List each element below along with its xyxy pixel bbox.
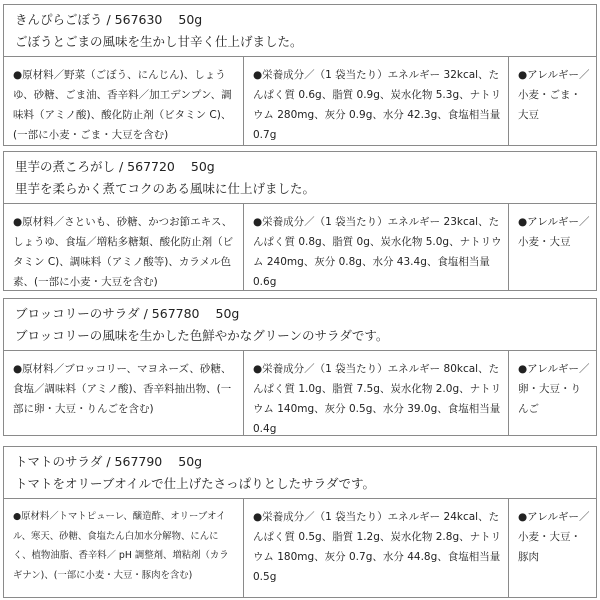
product-description: ごぼうとごまの風味を生かし甘辛く仕上げました。 — [15, 34, 303, 49]
product-header — [4, 5, 596, 57]
product-title — [15, 156, 596, 178]
allergens-cell: ●アレルギー／小麦・大豆 — [518, 216, 590, 248]
product-name: トマトのサラダ / 567790 — [15, 454, 163, 469]
product-name: きんぴらごぼう / 567630 — [15, 12, 163, 27]
product-card-broccoli-salad — [3, 298, 597, 436]
allergens-cell: ●アレルギー／卵・大豆・りんご — [518, 363, 590, 415]
product-details — [4, 57, 596, 145]
product-title — [15, 303, 596, 325]
product-details — [4, 204, 596, 290]
nutrition-cell: ●栄養成分／（1 袋当たり）エネルギー 32kcal、たんぱく質 0.6g、脂質 0.9g、炭水化物 5.3g、ナトリウム 280mg、灰分 0.9g、水分 42.3g、食塩相当量 0.7g — [244, 57, 509, 145]
ingredients-cell: ●原材料／ブロッコリー、マヨネーズ、砂糖、食塩／調味料（アミノ酸)、香辛料抽出物、(一部に卵・大豆・りんごを含む) — [4, 351, 244, 435]
product-weight: 50g — [215, 306, 240, 321]
nutrition-cell: ●栄養成分／（1 袋当たり）エネルギー 24kcal、たんぱく質 0.5g、脂質 1.2g、炭水化物 2.8g、ナトリウム 180mg、灰分 0.7g、水分 44.8g、食塩相当量 0.5g — [244, 499, 509, 597]
product-title — [15, 9, 596, 31]
product-details — [4, 499, 596, 597]
product-card-tomato-salad — [3, 446, 597, 598]
nutrition-cell: ●栄養成分／（1 袋当たり）エネルギー 23kcal、たんぱく質 0.8g、脂質 0g、炭水化物 5.0g、ナトリウム 240mg、灰分 0.8g、水分 43.4g、食塩相当量 0.6g — [244, 204, 509, 290]
product-header — [4, 152, 596, 204]
product-description: トマトをオリーブオイルで仕上げたさっぱりとしたサラダです。 — [15, 476, 376, 491]
allergens-cell: ●アレルギー／小麦・大豆・豚肉 — [518, 511, 590, 563]
product-card-kinpira-gobo — [3, 4, 597, 146]
ingredients-cell: ●原材料／トマトピューレ、醸造酢、オリーブオイル、寒天、砂糖、食塩たん白加水分解物、にんにく、植物油脂、香辛料／ pH 調整剤、増粘剤（カラギナン)、(一部に小麦・大豆・豚肉を含む) — [4, 499, 244, 597]
product-weight: 50g — [178, 12, 203, 27]
product-description: 里芋を柔らかく煮てコクのある風味に仕上げました。 — [15, 181, 316, 196]
product-title — [15, 451, 596, 473]
nutrition-cell: ●栄養成分／（1 袋当たり）エネルギー 80kcal、たんぱく質 1.0g、脂質 7.5g、炭水化物 2.0g、ナトリウム 140mg、灰分 0.5g、水分 39.0g、食塩相当量 0.4g — [244, 351, 509, 435]
product-name: ブロッコリーのサラダ / 567780 — [15, 306, 200, 321]
product-name: 里芋の煮ころがし / 567720 — [15, 159, 175, 174]
product-card-satoimo — [3, 151, 597, 291]
product-description: ブロッコリーの風味を生かした色鮮やかなグリーンのサラダです。 — [15, 328, 389, 343]
product-weight: 50g — [178, 454, 203, 469]
product-header — [4, 447, 596, 499]
ingredients-cell: ●原材料／野菜（ごぼう、にんじん)、しょうゆ、砂糖、ごま油、香辛料／加工デンプン、調味料（アミノ酸)、酸化防止剤（ビタミン C)、(一部に小麦・ごま・大豆を含む) — [4, 57, 244, 145]
product-header — [4, 299, 596, 351]
product-weight: 50g — [190, 159, 215, 174]
allergens-cell: ●アレルギー／小麦・ごま・大豆 — [518, 69, 590, 121]
product-details — [4, 351, 596, 435]
ingredients-cell: ●原材料／さといも、砂糖、かつお節エキス、しょうゆ、食塩／増粘多糖類、酸化防止剤（ビタミン C)、調味料（アミノ酸等)、カラメル色素、(一部に小麦・大豆を含む) — [4, 204, 244, 290]
